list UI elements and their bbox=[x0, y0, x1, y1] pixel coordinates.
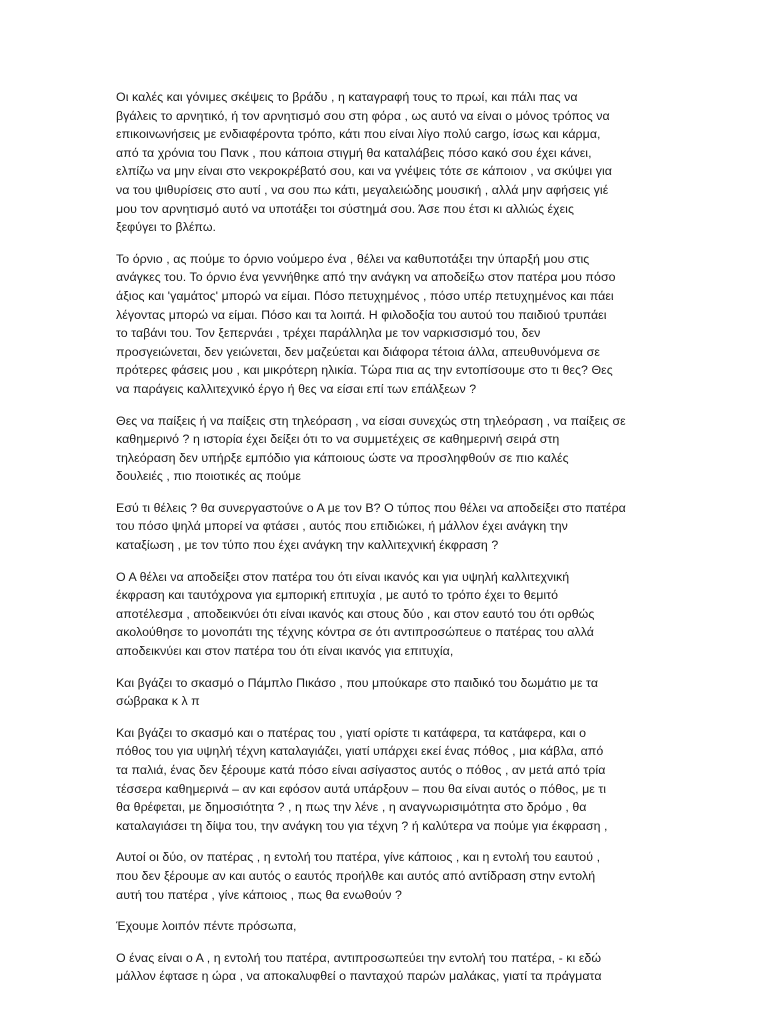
text-line: Ο ένας είναι ο Α , η εντολή του πατέρα, αντιπροσωπεύει την εντολή του πατέρα, - κι εδώ bbox=[116, 950, 602, 965]
text-line: τα παλιά, ένας δεν ξέρουμε κατά πόσο είναι ασίγαστος αυτός ο πόθος , αν μετά από τρία bbox=[116, 763, 606, 777]
text-line: Έχουμε λοιπόν πέντε πρόσωπα, bbox=[116, 919, 297, 934]
paragraph bbox=[116, 412, 656, 486]
text-line: τηλεόραση δεν υπήρξε εμπόδιο για κάποιους ώστε να προσληφθούν σε πιο καλές bbox=[116, 450, 569, 465]
paragraph bbox=[116, 949, 656, 986]
text-line: Αυτοί οι δύο, ον πατέρας , η εντολή του πατέρα, γίνε κάποιος , και η εντολή του εαυτού , bbox=[116, 850, 601, 865]
text-line: προσγειώνεται, δεν γειώνεται, δεν μαζεύεται και διάφορα τέτοια άλλα, απευθυνόμενα σε bbox=[116, 344, 600, 359]
text-line: καταξίωση , με τον τύπο που έχει ανάγκη την καλλιτεχνική έκφραση ? bbox=[116, 538, 499, 553]
text-line: αποτέλεσμα , αποδεικνύει ότι είναι ικανός και στους δύο , και στον εαυτό του ότι ορθώς bbox=[116, 606, 595, 621]
text-line: ακολούθησε το μονοπάτι της τέχνης κόντρα σε ότι αντιπροσώπευε ο πατέρας του αλλά bbox=[116, 625, 594, 640]
text-line: θα θρέφεται, με δημοσιότητα ? , η πως την λένε , η αναγνωρισιμότητα στο δρόμο , θα bbox=[116, 800, 587, 815]
text-line: αποδεικνύει και στον πατέρα του ότι είναι ικανός για επιτυχία, bbox=[116, 644, 454, 659]
text-line: δουλειές , πιο ποιοτικές ας πούμε bbox=[116, 469, 301, 484]
text-line: ξεφύγει το βλέπω. bbox=[116, 220, 217, 235]
paragraph bbox=[116, 674, 656, 711]
text-line: Το όρνιο , ας πούμε το όρνιο νούμερο ένα , θέλει να καθυποτάξει την ύπαρξή μου στις bbox=[116, 251, 590, 266]
text-line: μου τον αρνητισμό αυτό να υποτάξει τοι σύστημά σου. Άσε που έτσι κι αλλιώς έχεις bbox=[116, 201, 574, 216]
text-line: Ο Α θέλει να αποδείξει στον πατέρα του ότι είναι ικανός και για υψηλή καλλιτεχνική bbox=[116, 569, 570, 584]
paragraph bbox=[116, 499, 656, 555]
text-line: έκφραση και ταυτόχρονα για εμπορική επιτυχία , με αυτό το τρόπο έχει το θεμιτό bbox=[116, 588, 559, 603]
paragraph bbox=[116, 724, 656, 836]
text-line: επικοινωνήσεις με ενδιαφέροντα τρόπο, κάτι που είναι λίγο πολύ cargo, ίσως και κάρμα, bbox=[116, 127, 601, 142]
text-line: Εσύ τι θέλεις ? θα συνεργαστούνε ο Α με τον Β? Ο τύπος που θέλει να αποδείξει στο πατέρα bbox=[116, 500, 626, 515]
text-line: σώβρακα κ λ π bbox=[116, 694, 200, 709]
text-line: που δεν ξέρουμε αν και αυτός ο εαυτός προήλθε και αυτός από αντίδραση στην εντολή bbox=[116, 868, 596, 883]
text-line: βγάλεις το αρνητικό, ή τον αρνητισμό σου στη φόρα , ως αυτό να είναι ο μόνος τρόπος να bbox=[116, 108, 610, 123]
text-line: το ταβάνι του. Τον ξεπερνάει , τρέχει παράλληλα με τον ναρκισσισμό του, δεν bbox=[116, 326, 541, 341]
text-line: Και βγάζει το σκασμό και ο πατέρας του , γιατί ορίστε τι κατάφερα, τα κατάφερα, και ο bbox=[116, 725, 587, 740]
paragraph bbox=[116, 88, 656, 237]
text-line: του πόσο ψηλά μπορεί να φτάσει , αυτός που επιδιώκει, ή μάλλον έχει ανάγκη την bbox=[116, 519, 568, 534]
text-line: από τα χρόνια του Πανκ , που κάποια στιγμή θα καταλάβεις πόσο κακό σου έχει κάνει, bbox=[116, 145, 592, 160]
text-line: τέσσερα καθημερινά – αν και εφόσον αυτά υπάρξουν – που θα είναι αυτός ο πόθος, με τι bbox=[116, 781, 607, 796]
paragraph bbox=[116, 568, 656, 661]
text-line: καταλαγιάσει τη δίψα του, την ανάγκη του για τέχνη ? ή καλύτερα να πούμε για έκφραση , bbox=[116, 818, 608, 833]
text-line: άξιος και 'γαμάτος' μπορώ να είμαι. Πόσο πετυχημένος , πόσο υπέρ πετυχημένος και πάει bbox=[116, 288, 614, 303]
text-line: ελπίζω να μην είναι στο νεκροκρέβατό σου, και να γνέψεις τότε σε κάποιον , να σκύψει για bbox=[116, 164, 612, 179]
paragraph bbox=[116, 250, 656, 399]
paragraph bbox=[116, 848, 656, 904]
text-line: να παράγεις καλλιτεχνικό έργο ή θες να είσαι επί των επάλξεων ? bbox=[116, 381, 477, 396]
text-line: λέγοντας μπορώ να είμαι. Πόσο και τα λοιπά. Η φιλοδοξία του αυτού του παιδιού τρυπάει bbox=[116, 307, 607, 322]
text-line: μάλλον έφτασε η ώρα , να αποκαλυφθεί ο πανταχού παρών μαλάκας, γιατί τα πράγματα bbox=[116, 969, 602, 984]
text-line: αυτή του πατέρα , γίνε κάποιος , πως θα ενωθούν ? bbox=[116, 887, 402, 902]
text-line: πρότερες φάσεις μου , και μικρότερη ηλικία. Τώρα πια ας την εντοπίσουμε στο τι θες? Θες bbox=[116, 363, 613, 378]
text-line: καθημερινό ? η ιστορία έχει δείξει ότι το να συμμετέχεις σε καθημερινή σειρά στη bbox=[116, 432, 560, 447]
paragraph bbox=[116, 917, 656, 936]
text-line: Θες να παίξεις ή να παίξεις στη τηλεόραση , να είσαι συνεχώς στη τηλεόραση , να παίξεις σε bbox=[116, 413, 626, 428]
text-line: Οι καλές και γόνιμες σκέψεις το βράδυ , η καταγραφή τους το πρωί, και πάλι πας να bbox=[116, 90, 578, 104]
text-line: Και βγάζει το σκασμό ο Πάμπλο Πικάσο , που μπούκαρε στο παιδικό του δωμάτιο με τα bbox=[116, 675, 599, 690]
text-line: να του ψιθυρίσεις στο αυτί , να σου πω κάτι, μεγαλειώδης μουσική , αλλά μην αφήσεις γιέ bbox=[116, 182, 609, 197]
text-line: ανάγκες του. Το όρνιο ένα γεννήθηκε από την ανάγκη να αποδείξω στον πατέρα μου πόσο bbox=[116, 270, 616, 285]
document-page bbox=[116, 88, 656, 999]
text-line: πόθος του για υψηλή τέχνη καταλαγιάζει, γιατί υπάρχει εκεί ένας πόθος , μια κάβλα, από bbox=[116, 744, 604, 759]
